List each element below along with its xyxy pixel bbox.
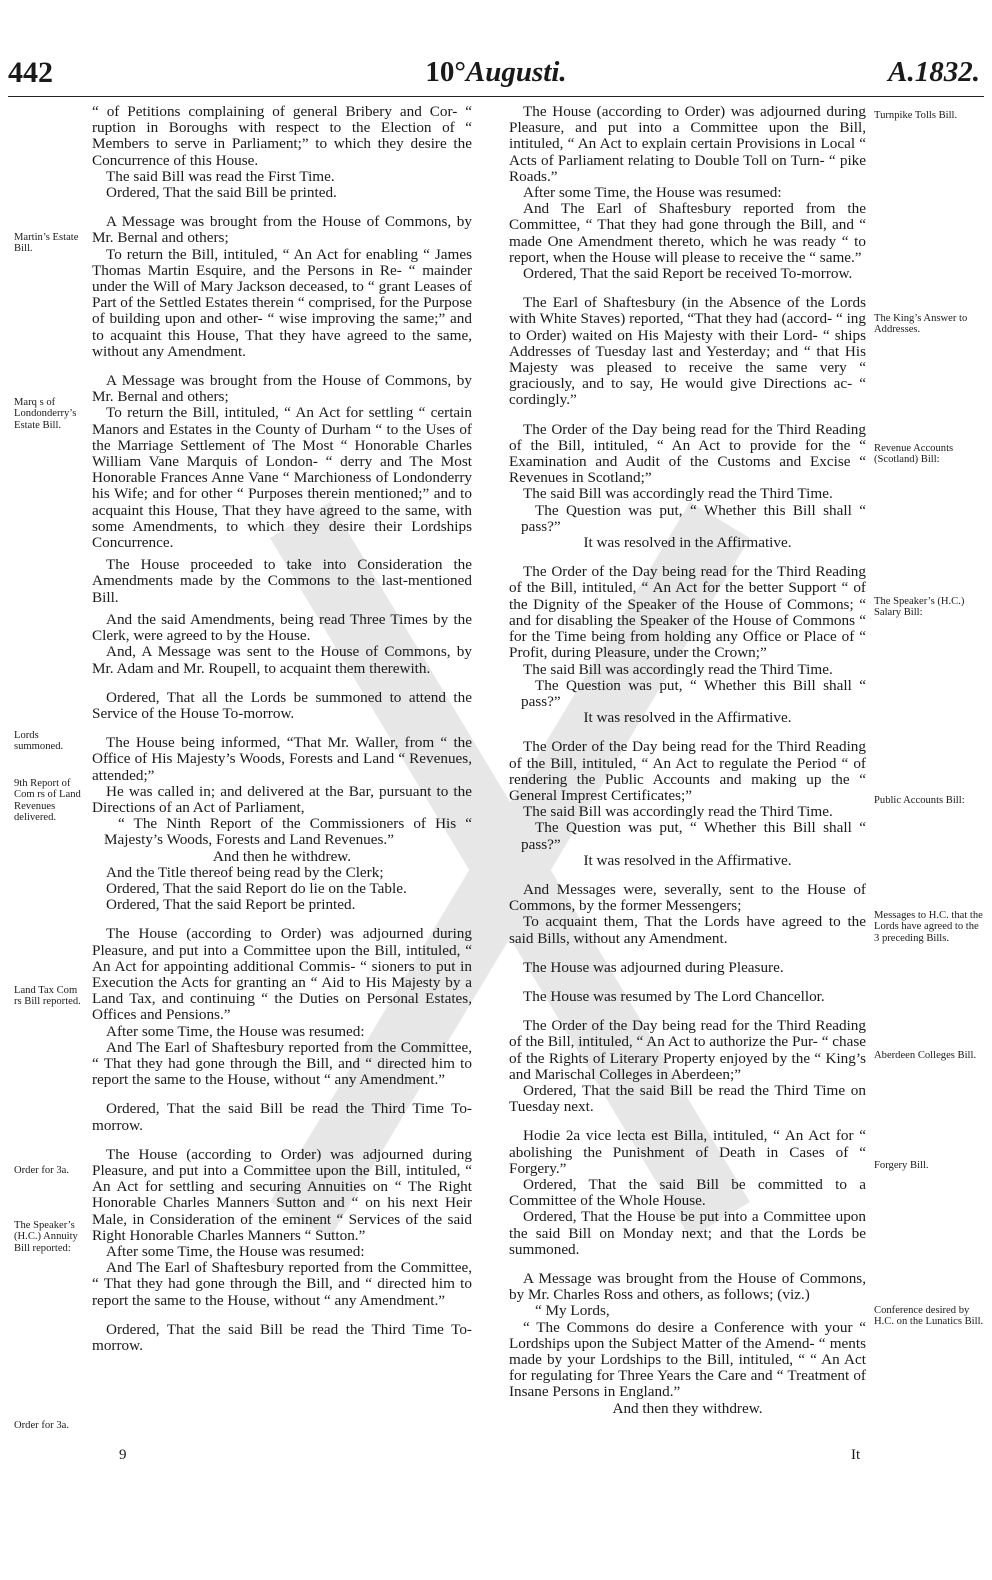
left-column: [92, 104, 472, 1367]
revenue-scotland-entry: The Order of the Day being read for the Third Reading of the Bill, intituled, “ An Act to provide for the “ Examination and Audit of the Customs and Excise “ Revenues in Scotland;” The said Bill was accordingly read the Third Time. The Question was put, “ Whether this Bill shall “ pass?” It was resolved in the Affirmative.: [509, 420, 866, 552]
martin-estate-entry: A Message was brought from the House of Commons, by Mr. Bernal and others; To return the Bill, intituled, “ An Act for enabling “ James Thomas Martin Esquire, and the Persons in Re- “ mainder under the Will of Mary Jackson deceased, to “ grant Leases of Part of the Settled Estates therein “ comprised, for the Purpose of building upon and other- “ wise improving the same;” and to acquaint this House, That they have agreed to the same, without any Amendment.: [92, 213, 473, 360]
petitions-entry: “ of Petitions complaining of general Bribery and Cor- “ ruption in Boroughs with respect to the Election of “ Members to serve in Parliament;” to which they desire the Concurrence of this House. The said Bill was read the First Time. Ordered, That the said Bill be printed.: [92, 103, 472, 202]
order-third-entry-2: Ordered, That the said Bill be read the Third Time To-morrow.: [92, 1320, 472, 1355]
kings-answer-entry: The Earl of Shaftesbury (in the Absence of the Lords with White Staves) reported, “That they had (accord- “ ing to Order) waited on His Majesty with their Lord- “ ships Addresses of Tuesday last and Yesterday; and “ that His Majesty was pleased to receive the same very “ graciously, and to say, He would give Directions ac- “ cordingly.”: [509, 294, 866, 409]
margin-note-aberdeen: Aberdeen Colleges Bill.: [874, 1050, 977, 1061]
ninth-report-entry: The House being informed, “That Mr. Waller, from “ the Office of His Majesty’s Woods, Forests and Land “ Revenues, attended;” He was called in; and delivered at the Bar, pursuant to the Directions of an Act of Parliament, “ The Ninth Report of the Commissioners of His “ Majesty’s Woods, Forests and Land Revenues.” And then he withdrew. And the Title thereof being read by the Clerk; Ordered, That the said Report do lie on the Table. Ordered, That the said Report be printed.: [92, 734, 472, 914]
margin-note-lords-summoned: Lords summoned.: [14, 730, 64, 753]
page-header: [0, 56, 992, 100]
printer-signature: 9: [119, 1447, 127, 1463]
conference-entry: A Message was brought from the House of Commons, by Mr. Charles Ross and others, as follows; (viz.) “ My Lords, “ The Commons do desire a Conference with your “ Lordships upon the Subject Matter of the Amend- “ ments made by your Lordships to the Bill, intituled, “ “ An Act for regulating for Three Years the Care and “ Treatment of Insane Persons in England.” And then they withdrew.: [509, 1270, 866, 1417]
header-rule: [8, 96, 984, 97]
catchword: It: [851, 1447, 861, 1463]
messages-entry: And Messages were, severally, sent to the House of Commons, by the former Messengers; To acquaint them, That the Lords have agreed to the said Bills, without any Amendment.: [509, 880, 866, 947]
margin-note-turnpike: Turnpike Tolls Bill.: [874, 110, 958, 121]
order-third-entry-1: Ordered, That the said Bill be read the Third Time To-morrow.: [92, 1100, 472, 1134]
right-column: [509, 104, 866, 1430]
margin-note-order-third-2: Order for 3a.: [14, 1420, 70, 1431]
margin-note-forgery: Forgery Bill.: [874, 1160, 929, 1171]
land-tax-entry: The House (according to Order) was adjourned during Pleasure, and put into a Committee upon the Bill, intituled, “ An Act for appointing additional Commis- “ sioners to put in Execution the Acts for granting an “ Aid to His Majesty by a Land Tax, and continuing “ the Duties on Personal Estates, Offices and Pensions.” After some Time, the House was resumed: And The Earl of Shaftesbury reported from the Committee, “ That they had gone through the Bill, and “ directed him to report the same to the House, without “ any Amendment.”: [92, 925, 472, 1089]
page-number: 442: [8, 56, 53, 89]
public-accounts-entry: The Order of the Day being read for the Third Reading of the Bill, intituled, “ An Act to regulate the Period “ of rendering the Public Accounts and making up the “ General Imprest Certificates;” The said Bill was accordingly read the Third Time. The Question was put, “ Whether this Bill shall “ pass?” It was resolved in the Affirmative.: [509, 738, 866, 869]
forgery-entry: Hodie 2a vice lecta est Billa, intituled, “ An Act for “ abolishing the Punishment of Death in Cases of “ Forgery.” Ordered, That the said Bill be committed to a Committee of the Whole House. Ordered, That the House be put into a Committee upon the said Bill on Monday next; and that the Lords be summoned.: [509, 1127, 866, 1258]
margin-note-ninth-report: 9th Report of Com rs of Land Revenues delivered.: [14, 778, 81, 824]
londonderry-entry: A Message was brought from the House of Commons, by Mr. Bernal and others; To return the Bill, intituled, “ An Act for settling “ certain Manors and Estates in the County of Durham “ to the Uses of the Marriage Settlement of The Most “ Honorable Charles William Vane Marquis of London- “ derry and The Most Honorable Frances Anne Vane “ Marchioness of Londonderry his Wife; and for other “ Purposes therein mentioned;” and to acquaint this House, That they have agreed to the same, with some Amendments, to which they desire their Lordships Concurrence. The House proceeded to take into Consideration the Amendments made by the Commons to the last-mentioned Bill. And the said Amendments, being read Three Times by the Clerk, were agreed to by the House. And, A Message was sent to the House of Commons, by Mr. Adam and Mr. Roupell, to acquaint them therewith.: [92, 372, 472, 677]
adjourned-entry: The House was adjourned during Pleasure.: [523, 958, 784, 976]
margin-note-martin: Martin’s Estate Bill.: [14, 232, 79, 255]
margin-note-speaker-salary: The Speaker’s (H.C.) Salary Bill:: [874, 596, 965, 619]
aberdeen-entry: The Order of the Day being read for the Third Reading of the Bill, intituled, “ An Act to authorize the Pur- “ chase of the Rights of Literary Property enjoyed by the “ King’s and Marischal Colleges in Aberdeen;” Ordered, That the said Bill be read the Third Time on Tuesday next.: [509, 1017, 866, 1116]
margin-note-order-third-1: Order for 3a.: [14, 1165, 70, 1176]
lords-summoned-entry: Ordered, That all the Lords be summoned to attend the Service of the House To-morrow.: [92, 688, 472, 722]
running-date: 10°Augusti.: [425, 56, 567, 88]
margin-note-revenue-scotland: Revenue Accounts (Scotland) Bill:: [874, 443, 954, 466]
margin-note-kings-answer: The King’s Answer to Addresses.: [874, 313, 968, 336]
margin-note-speaker-annuity: The Speaker’s (H.C.) Annuity Bill reported:: [14, 1220, 78, 1254]
margin-note-land-tax: Land Tax Com rs Bill reported.: [14, 985, 81, 1008]
running-year: A.1832.: [888, 56, 980, 88]
margin-note-public-accounts: Public Accounts Bill:: [874, 795, 965, 806]
margin-note-messages: Messages to H.C. that the Lords have agreed to the 3 preceding Bills.: [874, 910, 983, 944]
resumed-entry: The House was resumed by The Lord Chancellor.: [523, 987, 825, 1005]
margin-note-conference: Conference desired by H.C. on the Lunatics Bill.: [874, 1305, 984, 1328]
margin-note-londonderry: Marq s of Londonderry’s Estate Bill.: [14, 397, 77, 431]
speaker-annuity-entry: The House (according to Order) was adjourned during Pleasure, and put into a Committee upon the Bill, intituled, “ An Act for settling and securing Annuities on “ The Right Honorable Charles Manners Sutton and “ on his next Heir Male, in Consideration of the eminent “ Services of the said Right Honorable Charles Manners “ Sutton.” After some Time, the House was resumed: And The Earl of Shaftesbury reported from the Committee, “ That they had gone through the Bill, and “ directed him to report the same to the House, without “ any Amendment.”: [92, 1145, 472, 1309]
turnpike-entry: The House (according to Order) was adjourned during Pleasure, and put into a Committee upon the Bill, intituled, “ An Act to explain certain Provisions in Local “ Acts of Parliament relating to Double Toll on Turn- “ pike Roads.” After some Time, the House was resumed: And The Earl of Shaftesbury reported from the Committee, “ That they had gone through the Bill, and “ made One Amendment thereto, which he was ready “ to report, when the House will please to receive the “ same.” Ordered, That the said Report be received To-morrow.: [509, 103, 866, 283]
speaker-salary-entry: The Order of the Day being read for the Third Reading of the Bill, intituled, “ An Act for the better Support “ of the Dignity of the Speaker of the House of Commons; “ and for disabling the Speaker of the House of Commons “ for the Time being from holding any Office or Place of “ Profit, during Pleasure, under the Crown;” The said Bill was accordingly read the Third Time. The Question was put, “ Whether this Bill shall “ pass?” It was resolved in the Affirmative.: [509, 563, 866, 727]
